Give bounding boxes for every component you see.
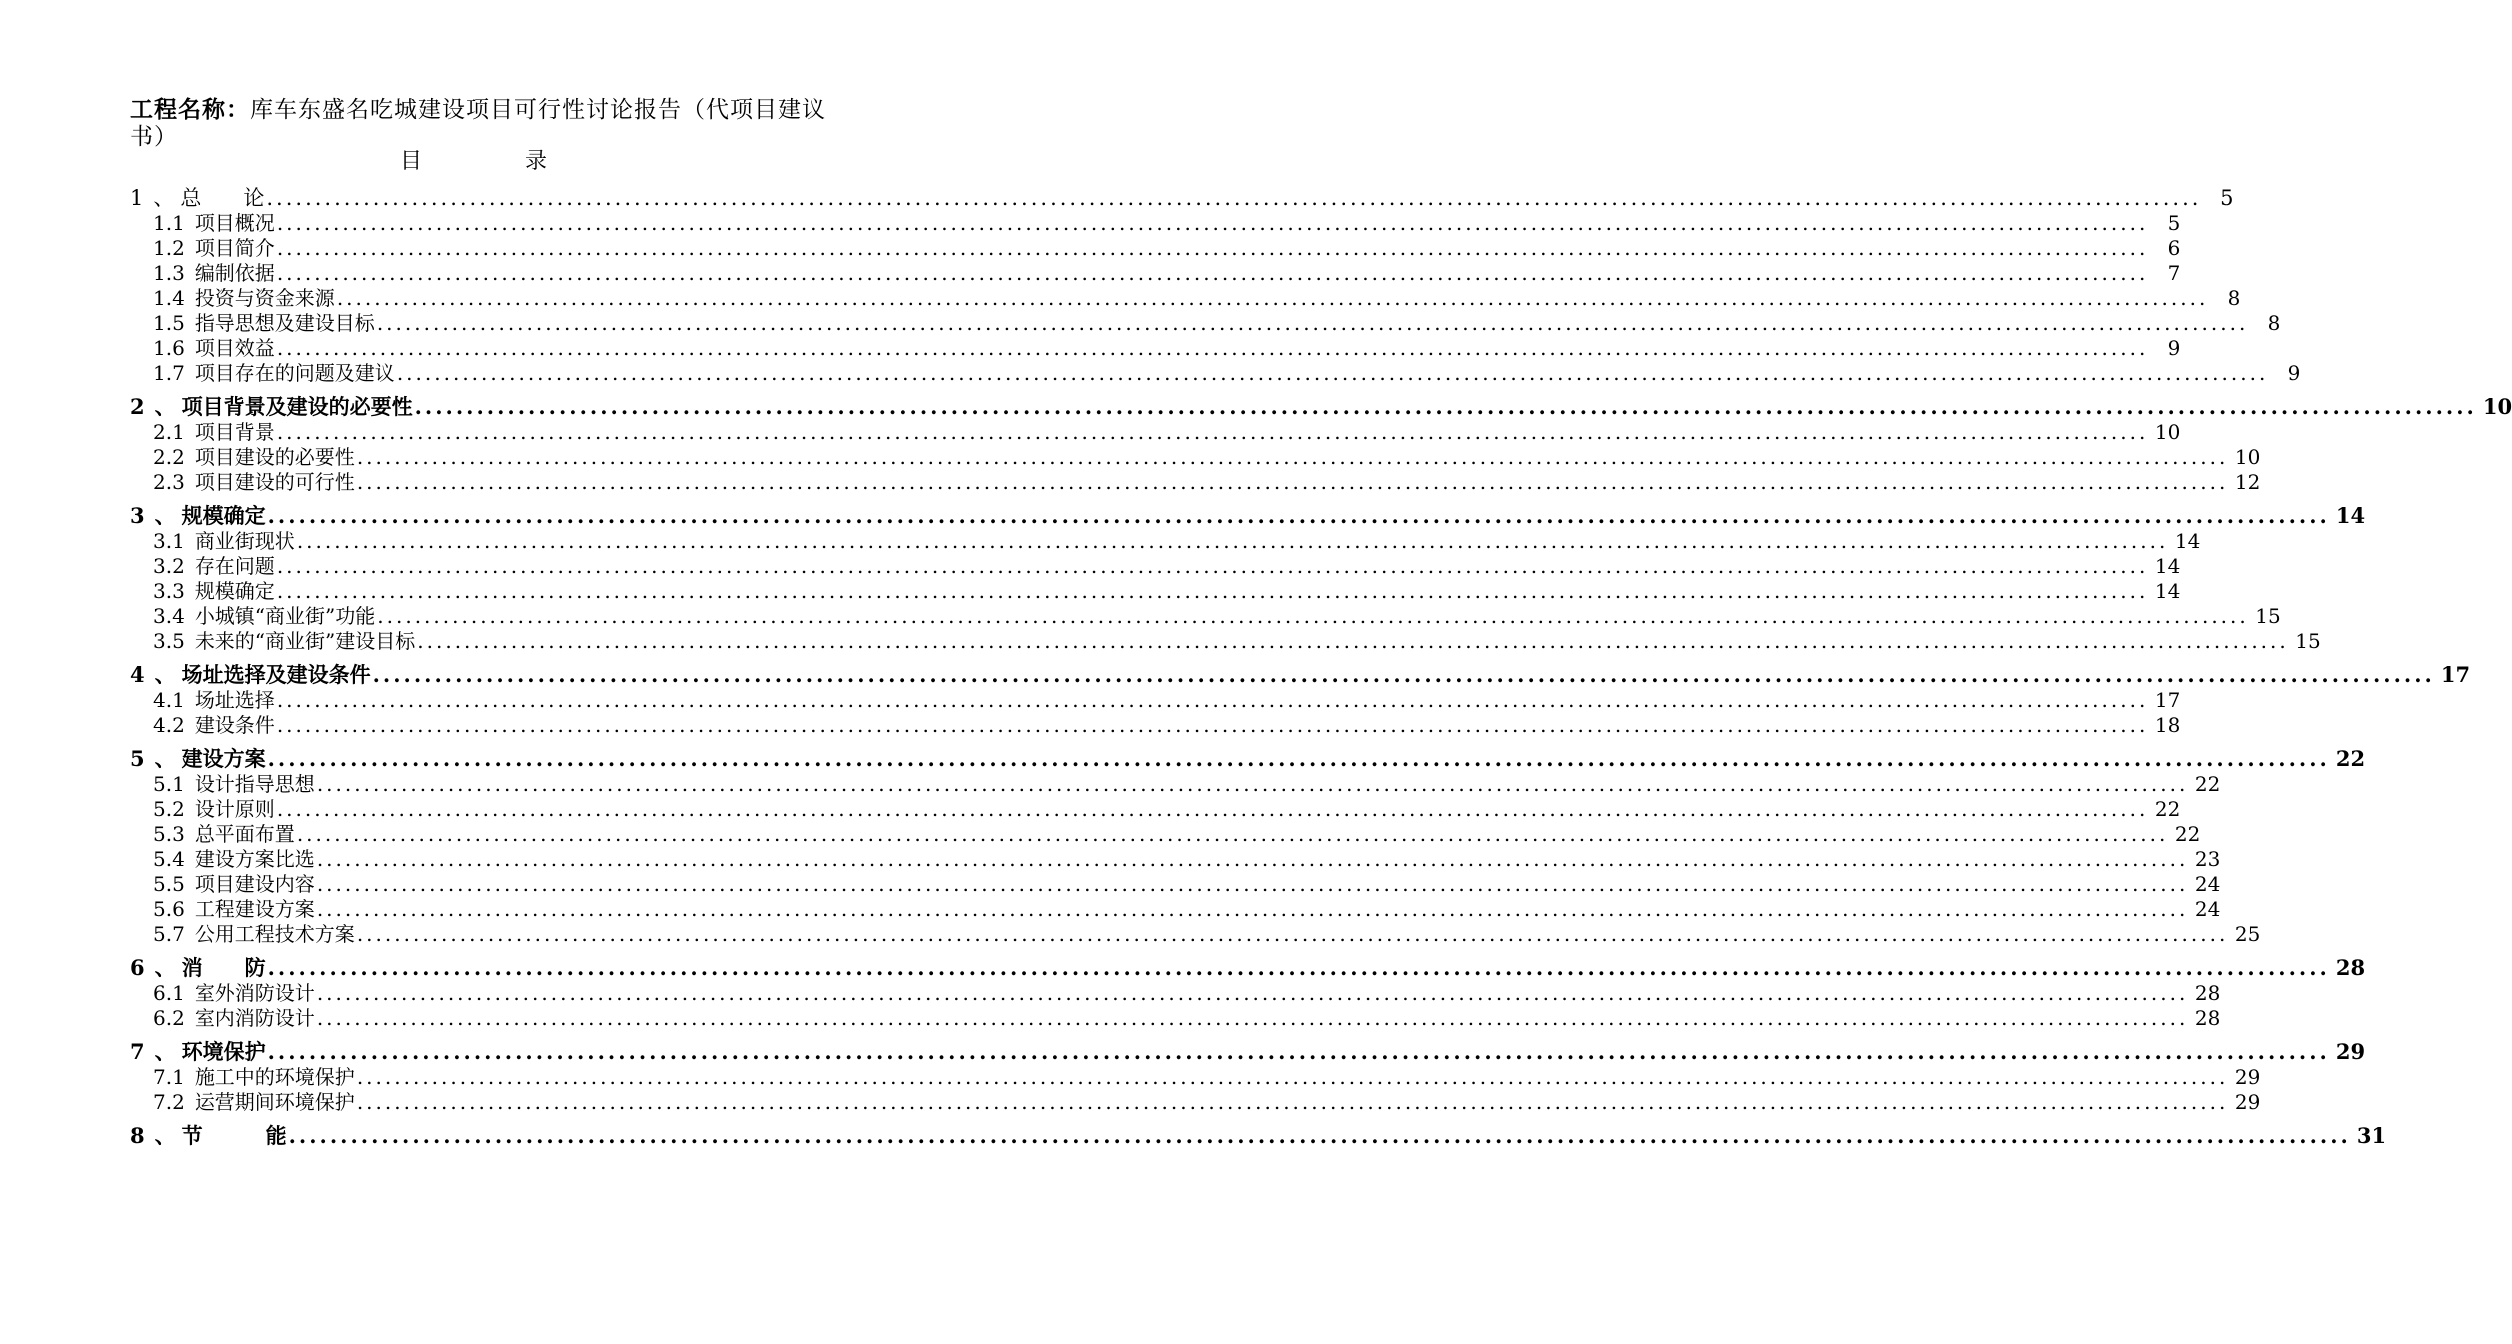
toc-entry[interactable] (153, 232, 2181, 260)
toc-entry-separator: 、 (154, 746, 176, 771)
toc-dot-leader: ........................................................................................................................................................................................................ (266, 186, 2202, 210)
toc-entry-page-number: 22 (2194, 772, 2221, 796)
toc-entry-number: 1.6 (153, 336, 185, 360)
toc-entry-page-number: 15 (2255, 604, 2281, 628)
toc-entry-title: 商业街现状 (194, 529, 295, 553)
toc-entry-title: 场址选择 (194, 688, 275, 712)
project-title-label: 工程名称： (130, 96, 250, 123)
toc-entry-separator: 、 (154, 1123, 176, 1148)
toc-dot-leader: ........................................................................................................................................................................................................ (276, 797, 2149, 821)
toc-entry-number: 2 (130, 394, 145, 419)
toc-entry-title: 编制依据 (194, 261, 275, 285)
toc-entry-title: 项目建设的可行性 (194, 470, 355, 494)
toc-dot-leader: ........................................................................................................................................................................................................ (316, 847, 2189, 871)
toc-entry-page-number: 15 (2295, 629, 2321, 653)
toc-dot-leader: ........................................................................................................................................................................................................ (288, 1123, 2351, 1148)
toc-entry[interactable] (153, 709, 2181, 737)
toc-entry[interactable] (153, 307, 2281, 335)
toc-entry-number: 6.2 (153, 1006, 185, 1030)
toc-entry[interactable] (153, 332, 2181, 360)
toc-dot-leader: ........................................................................................................................................................................................................ (276, 261, 2149, 285)
project-title-text: 库车东盛名吃城建设项目可行性讨论报告（代项目建议书） (130, 97, 826, 150)
toc-heading-left: 目 (399, 149, 425, 174)
toc-entry-number: 3 (130, 503, 145, 528)
toc-entry-page-number: 22 (2174, 822, 2201, 846)
toc-entry-page-number: 28 (2335, 955, 2366, 980)
toc-entry-number: 3.2 (153, 554, 185, 578)
toc-dot-leader: ........................................................................................................................................................................................................ (356, 1065, 2229, 1089)
toc-entry[interactable] (130, 1036, 2366, 1064)
toc-entry-page-number: 10 (2154, 420, 2181, 444)
toc-dot-leader: ........................................................................................................................................................................................................ (417, 629, 2289, 653)
toc-entry-number: 1.4 (153, 286, 185, 310)
toc-entry-number: 6 (130, 955, 145, 980)
toc-entry-title: 项目背景及建设的必要性 (181, 394, 413, 419)
toc-entry-title: 建设方案 (181, 746, 266, 771)
toc-entry[interactable] (153, 550, 2181, 578)
toc-entry-number: 5.3 (153, 822, 185, 846)
toc-dot-leader: ........................................................................................................................................................................................................ (276, 554, 2149, 578)
toc-dot-leader: ........................................................................................................................................................................................................ (356, 922, 2229, 946)
toc-entry-page-number: 5 (2167, 211, 2181, 235)
toc-entry-page-number: 28 (2194, 981, 2221, 1005)
toc-entry-title: 项目建设内容 (194, 872, 315, 896)
toc-entry-title: 工程建设方案 (194, 897, 315, 921)
toc-entry-title: 项目效益 (194, 336, 275, 360)
toc-entry[interactable] (153, 684, 2181, 712)
toc-entry-number: 1.3 (153, 261, 185, 285)
toc-entry[interactable] (130, 659, 2471, 687)
toc-dot-leader: ........................................................................................................................................................................................................ (414, 394, 2477, 419)
toc-entry-number: 1.1 (153, 211, 185, 235)
toc-dot-leader: ........................................................................................................................................................................................................ (372, 662, 2435, 687)
toc-entry-number: 2.1 (153, 420, 185, 444)
toc-entry[interactable] (153, 818, 2201, 846)
toc-entry[interactable] (130, 182, 2234, 210)
toc-entry-number: 1.7 (153, 361, 185, 385)
project-title (130, 96, 850, 151)
toc-entry-title: 项目背景 (194, 420, 275, 444)
toc-entry-page-number: 8 (2267, 311, 2281, 335)
toc-entry-title: 环境保护 (181, 1039, 266, 1064)
toc-entry-page-number: 22 (2154, 797, 2181, 821)
toc-dot-leader: ........................................................................................................................................................................................................ (316, 772, 2189, 796)
toc-entry[interactable] (153, 768, 2221, 796)
toc-entry[interactable] (153, 441, 2261, 469)
toc-dot-leader: ........................................................................................................................................................................................................ (356, 1090, 2229, 1114)
toc-entry-number: 7.2 (153, 1090, 185, 1114)
toc-entry[interactable] (153, 282, 2241, 310)
toc-entry[interactable] (153, 625, 2321, 653)
toc-entry-separator: 、 (154, 1039, 176, 1064)
toc-dot-leader: ........................................................................................................................................................................................................ (267, 1039, 2330, 1064)
toc-entry-number: 7.1 (153, 1065, 185, 1089)
toc-entry-page-number: 18 (2154, 713, 2181, 737)
toc-entry[interactable] (130, 743, 2366, 771)
toc-entry[interactable] (153, 466, 2261, 494)
toc-entry[interactable] (153, 843, 2221, 871)
toc-dot-leader: ........................................................................................................................................................................................................ (276, 211, 2149, 235)
toc-entry-page-number: 17 (2440, 662, 2471, 687)
toc-entry-title: 施工中的环境保护 (194, 1065, 355, 1089)
toc-dot-leader: ........................................................................................................................................................................................................ (396, 361, 2269, 385)
toc-entry-page-number: 29 (2234, 1090, 2261, 1114)
toc-entry-title: 室内消防设计 (194, 1006, 315, 1030)
toc-dot-leader: ........................................................................................................................................................................................................ (356, 445, 2229, 469)
toc-entry-number: 2.3 (153, 470, 185, 494)
toc-dot-leader: ........................................................................................................................................................................................................ (276, 336, 2149, 360)
toc-entry-page-number: 14 (2154, 554, 2181, 578)
toc-entry[interactable] (153, 918, 2261, 946)
toc-dot-leader: ........................................................................................................................................................................................................ (267, 503, 2330, 528)
toc-entry-page-number: 29 (2234, 1065, 2261, 1089)
toc-dot-leader: ........................................................................................................................................................................................................ (296, 529, 2169, 553)
toc-entry[interactable] (130, 500, 2366, 528)
toc-entry-number: 2.2 (153, 445, 185, 469)
toc-entry-number: 4.2 (153, 713, 185, 737)
toc-entry[interactable] (153, 357, 2301, 385)
toc-entry[interactable] (130, 952, 2366, 980)
toc-entry-number: 5.5 (153, 872, 185, 896)
toc-entry-page-number: 23 (2194, 847, 2221, 871)
toc-entry-title: 设计指导思想 (194, 772, 315, 796)
toc-entry[interactable] (130, 1120, 2387, 1148)
toc-entry-number: 7 (130, 1039, 145, 1064)
toc-entry-page-number: 29 (2335, 1039, 2366, 1064)
toc-dot-leader: ........................................................................................................................................................................................................ (356, 470, 2229, 494)
toc-entry[interactable] (153, 1061, 2261, 1089)
toc-entry-page-number: 24 (2194, 897, 2221, 921)
toc-entry-page-number: 10 (2482, 394, 2512, 419)
toc-entry-page-number: 6 (2167, 236, 2181, 260)
toc-entry-page-number: 9 (2287, 361, 2301, 385)
toc-entry-title: 建设条件 (194, 713, 275, 737)
toc-entry-title: 节 能 (181, 1123, 287, 1148)
toc-entry-title: 指导思想及建设目标 (194, 311, 375, 335)
toc-entry[interactable] (153, 977, 2221, 1005)
toc-entry[interactable] (130, 391, 2512, 419)
toc-entry-title: 项目存在的问题及建议 (194, 361, 395, 385)
toc-dot-leader: ........................................................................................................................................................................................................ (316, 872, 2189, 896)
toc-entry[interactable] (153, 1002, 2221, 1030)
toc-entry-page-number: 25 (2234, 922, 2261, 946)
toc-entry-title: 消 防 (181, 955, 266, 980)
toc-entry-number: 5 (130, 746, 145, 771)
toc-entry-title: 投资与资金来源 (194, 286, 335, 310)
toc-entry-title: 存在问题 (194, 554, 275, 578)
toc-entry-page-number: 24 (2194, 872, 2221, 896)
toc-dot-leader: ........................................................................................................................................................................................................ (376, 311, 2249, 335)
toc-entry-page-number: 14 (2154, 579, 2181, 603)
toc-entry-page-number: 7 (2167, 261, 2181, 285)
toc-entry-separator: 、 (154, 394, 176, 419)
toc-entry-number: 3.1 (153, 529, 185, 553)
toc-entry-number: 3.3 (153, 579, 185, 603)
toc-entry-title: 项目概况 (194, 211, 275, 235)
toc-dot-leader: ........................................................................................................................................................................................................ (296, 822, 2169, 846)
toc-dot-leader: ........................................................................................................................................................................................................ (267, 746, 2330, 771)
toc-entry-title: 小城镇“商业街”功能 (194, 604, 376, 628)
toc-entry[interactable] (153, 575, 2181, 603)
toc-entry-separator: 、 (154, 662, 176, 687)
toc-entry-title: 规模确定 (194, 579, 275, 603)
toc-entry[interactable] (153, 793, 2181, 821)
toc-entry-number: 3.4 (153, 604, 185, 628)
toc-entry-title: 总 论 (180, 186, 265, 210)
toc-entry-title: 项目建设的必要性 (194, 445, 355, 469)
toc-entry-number: 3.5 (153, 629, 185, 653)
toc-dot-leader: ........................................................................................................................................................................................................ (336, 286, 2209, 310)
toc-entry-number: 5.2 (153, 797, 185, 821)
toc-entry-title: 建设方案比选 (194, 847, 315, 871)
toc-entry-number: 5.4 (153, 847, 185, 871)
toc-dot-leader: ........................................................................................................................................................................................................ (267, 955, 2330, 980)
toc-entry-page-number: 9 (2167, 336, 2181, 360)
toc-entry-page-number: 17 (2154, 688, 2181, 712)
toc-entry-number: 1 (130, 186, 144, 210)
toc-entry-number: 5.6 (153, 897, 185, 921)
toc-entry-title: 公用工程技术方案 (194, 922, 355, 946)
toc-dot-leader: ........................................................................................................................................................................................................ (276, 579, 2149, 603)
toc-entry-page-number: 28 (2194, 1006, 2221, 1030)
toc-entry[interactable] (153, 600, 2281, 628)
toc-dot-leader: ........................................................................................................................................................................................................ (276, 236, 2149, 260)
toc-entry-separator: 、 (154, 503, 176, 528)
toc-entry-number: 4 (130, 662, 145, 687)
toc-entry-page-number: 8 (2227, 286, 2241, 310)
toc-entry-title: 总平面布置 (194, 822, 295, 846)
toc-dot-leader: ........................................................................................................................................................................................................ (276, 420, 2149, 444)
toc-entry-page-number: 12 (2234, 470, 2261, 494)
toc-entry[interactable] (153, 416, 2181, 444)
toc-entry-number: 1.5 (153, 311, 185, 335)
toc-entry[interactable] (153, 1086, 2261, 1114)
toc-entry-separator: 、 (153, 186, 175, 210)
toc-entry-page-number: 5 (2220, 186, 2234, 210)
toc-entry-page-number: 14 (2174, 529, 2201, 553)
toc-entry-number: 6.1 (153, 981, 185, 1005)
toc-entry-title: 场址选择及建设条件 (181, 662, 371, 687)
toc-entry-page-number: 22 (2335, 746, 2366, 771)
toc-dot-leader: ........................................................................................................................................................................................................ (316, 897, 2189, 921)
toc-entry-separator: 、 (154, 955, 176, 980)
toc-dot-leader: ........................................................................................................................................................................................................ (316, 1006, 2189, 1030)
toc-entry-number: 5.7 (153, 922, 185, 946)
toc-entry-page-number: 14 (2335, 503, 2366, 528)
toc-entry[interactable] (153, 525, 2201, 553)
toc-entry-number: 8 (130, 1123, 145, 1148)
toc-entry[interactable] (153, 207, 2181, 235)
toc-entry-number: 5.1 (153, 772, 185, 796)
toc-dot-leader: ........................................................................................................................................................................................................ (276, 688, 2149, 712)
toc-entry-title: 室外消防设计 (194, 981, 315, 1005)
toc-entry-number: 4.1 (153, 688, 185, 712)
toc-entry[interactable] (153, 868, 2221, 896)
toc-entry-title: 运营期间环境保护 (194, 1090, 355, 1114)
toc-heading (0, 149, 950, 175)
toc-entry[interactable] (153, 257, 2181, 285)
toc-entry-page-number: 10 (2234, 445, 2261, 469)
toc-entry-title: 项目简介 (194, 236, 275, 260)
toc-dot-leader: ........................................................................................................................................................................................................ (377, 604, 2249, 628)
toc-dot-leader: ........................................................................................................................................................................................................ (276, 713, 2149, 737)
toc-entry[interactable] (153, 893, 2221, 921)
toc-dot-leader: ........................................................................................................................................................................................................ (316, 981, 2189, 1005)
toc-entry-title: 规模确定 (181, 503, 266, 528)
toc-entry-number: 1.2 (153, 236, 185, 260)
toc-entry-page-number: 31 (2356, 1123, 2387, 1148)
toc-entry-title: 未来的“商业街”建设目标 (194, 629, 416, 653)
toc-entry-title: 设计原则 (194, 797, 275, 821)
toc-heading-right: 录 (525, 149, 551, 174)
